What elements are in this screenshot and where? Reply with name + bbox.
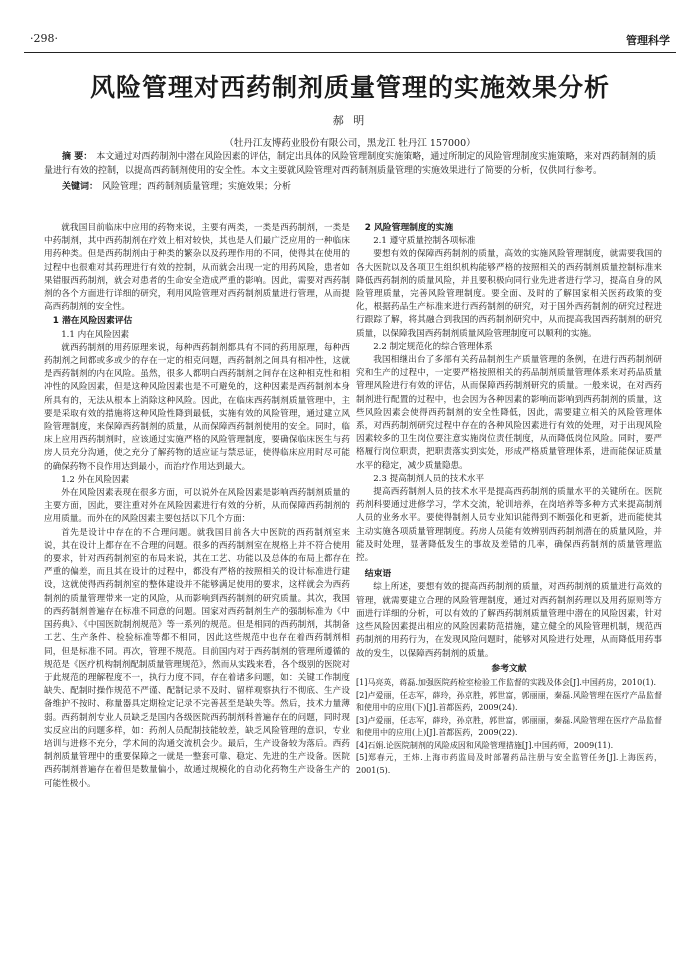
conclusion-heading: 结束语	[364, 569, 392, 580]
running-header	[24, 26, 676, 53]
article-title: 风险管理对西药制剂质量管理的实施效果分析	[89, 73, 610, 102]
references-heading: 参考文献	[491, 663, 527, 674]
keywords-text: 风险管理；西药制剂质量管理；实施效果；分析	[102, 182, 292, 192]
page-number: ·298·	[30, 32, 58, 45]
paragraph-2-2: 我国相继出台了多部有关药品制剂生产质量管理的条例，在进行西药制剂研究和生产的过程中，一定要严格按照相关的药品制剂质量管理体系来对药品质量管理风险进行有效的评估，从而保障西药制剂研究的质量。一般来说，在对西药制剂进行配置的过程中，也会因为各种因素的影响而影响到西药制剂的质量，这些风险因素会使得西药制剂的安全性降低，因此，需要建立相关的风险管理体系，对西药制剂研究过程中存在的各种风险因素进行有效的处理，对于出现风险因素较多的卫生岗位要注意实施岗位责任制度，从而降低岗位风险。同时，要严格履行岗位职责，把职责落实到实处，形成严格质量管理体系，进而能保证质量水平的稳定，减少质量隐患。	[356, 355, 662, 471]
abstract-text: 本文通过对西药制剂中潜在风险因素的评估，制定出具体的风险管理制度实施策略，通过所制定的风险管理制度实施策略，来对西药制剂的质量进行有效的控制，以提高西药制剂使用的安全性。本文主要就风险管理对西药制剂质量管理的实施效果进行了简要的分析，仅供同行参考。	[44, 152, 656, 176]
title-block	[0, 72, 700, 149]
reference-item: [1]马亮英，蒋磊.加强医院药检室检验工作监督的实践及体会[J].中国药房，2010(1).	[356, 677, 657, 687]
subsection-heading-1-1: 1.1 内在风险因素	[61, 329, 130, 340]
intro-paragraph: 就我国目前临床中应用的药物来说，主要有两类，一类是西药制剂，一类是中药制剂，其中西药制剂在疗效上相对较快，其也是人们最广泛应用的一种临床用药种类。但是西药制剂由于种类的繁杂以及药理作用的不同，使得其在使用的过程中也很难对其药理进行有效的控制，从而就会出现一定的用药风险，患者如果错服西药制剂，就会对患者的生命安全造成严重的影响。因此，需要对西药制剂的各个方面进行详细的研究，利用风险管理对西药制剂质量进行管理，从而提高西药制剂的安全性。	[44, 223, 350, 313]
section-heading-2: 2 风险管理制度的实施	[364, 223, 454, 233]
reference-item: [4]石娟.论医院制剂的风险成因和风险管理措施[J].中国药师，2009(11).	[356, 740, 614, 750]
right-column	[356, 222, 662, 957]
paragraph-1-2a: 外在风险因素表现在很多方面，可以说外在风险因素是影响西药制剂质量的主要方面，因此，要注重对外在风险因素进行有效的分析，从而保障西药制剂的应用质量。而外在的风险因素主要包括以下几个方面：	[44, 488, 350, 525]
reference-list	[356, 677, 662, 778]
conclusion-paragraph: 综上所述，要想有效的提高西药制剂的质量，对西药制剂的质量进行高效的管理，就需要建立合理的风险管理制度，通过对西药制剂药理以及用药原则等方面进行详细的分析，可以有效的了解西药制剂质量管理中潜在的风险因素，针对这些风险因素提出相应的风险因素防范措施，建立健全的风险管理机制，规范西药制剂的用药行为，在发现风险问题时，能够对风险进行处理，从而降低用药事故的发生，以保障西药制剂的质量。	[356, 582, 662, 659]
paragraph-2-3: 提高西药制剂人员的技术水平是提高西药制剂的质量水平的关键所在。医院药剂科要通过进修学习，学术交流，轮训培养，在岗培养等多种方式来提高制剂人员的业务水平。要使得制剂人员专业知识能得到不断强化和更新，进而能使其主动实施各项质量管理制度。药房人员能有效辨别西药制剂潜在的质量风险，并能及时处理，显著降低发生的事故及差错的几率，确保西药制剂的质量管理监控。	[356, 487, 662, 564]
author-name: 郝 明	[332, 114, 368, 127]
subsection-heading-2-3: 2.3 提高制剂人员的技术水平	[373, 473, 485, 484]
section-name: 管理科学	[626, 34, 670, 47]
subsection-heading-1-2: 1.2 外在风险因素	[61, 474, 130, 485]
reference-item: [5]郑春元，王炜.上海市药监局及时部署药品注册与安全监管任务[J].上海医药，2001(5).	[356, 753, 662, 776]
subsection-heading-2-1: 2.1 遵守质量控制各项标准	[373, 236, 476, 247]
author-affiliation: （牡丹江友博药业股份有限公司，黑龙江 牡丹江 157000）	[224, 138, 476, 149]
subsection-heading-2-2: 2.2 制定规范化的综合管理体系	[373, 341, 493, 352]
paragraph-1-2b: 首先是设计中存在的不合理问题。就我国目前各大中医院的西药制剂室来说，其在设计上都存在不合理的问题。很多的西药制剂室在规格上并不符合使用的要求，针对西药制剂室的布局来说，其在工艺、功能以及总体的布局上都存在严重的偏差，而且其在设计的过程中，都没有严格的按照相关的设计标准进行建设，这就使得西药制剂室的整体建设并不能够满足使用的要求，这样就会为西药制剂的质量管理带来一定的风险，从而影响到西药制剂的研究质量。其次，我国的西药制剂普遍存在标准不同意的问题。国家对西药制剂生产的强制标准为《中国药典》、《中国医院制剂规范》等一系列的规范。但是相同的西药制剂，其制备工艺、生产条件、检验标准等都不相同，因此这些规范中也存在着西药制剂相同，但是标准不同。再次，管理不规范。目前国内对于西药制剂的管理所遵循的规范是《医疗机构制剂配制质量管理规范》，然而从实践来看，各个级别的医院对于此规范的理解程度不一，执行力度不同，存在着诸多问题，如：关键工作制度缺失、配制时操作规范不严谨、配制记录不及时、留样观察执行不彻底、生产设备维护不按时、称量器具定期检定记录不完善甚至是缺失等。然后，技术力量薄弱。西药制剂专业人员缺乏是国内各级医院西药制剂科普遍存在的问题，同时现实反应出的问题多样，如：药剂人员配制技能较差，缺乏风险管理的意识，专业培训与进修不充分，学术间的沟通交流机会少。最后，生产设备较为落后。西药制剂质量管理中的重要保障之一就是一整套可靠、稳定、先进的生产设备。医院西药制剂普遍存在着但是数量偏小，故通过规模化的自动化药物生产设备生产的可能性极小。	[44, 527, 350, 789]
keywords-label: 关键词：	[62, 182, 99, 192]
reference-item: [3]卢爱丽，任志军，薛玲，孙京胜，郭世富，郭丽丽，秦磊.风险管理在医疗产品监督和使用中的应用(上)[J].首都医药，2009(22).	[356, 715, 662, 738]
abstract	[44, 150, 656, 178]
paragraph-1-1: 就西药制剂的用药原理来说，每种西药制剂都具有不同的药用原理，每种西药制剂之间都或多或少的存在一定的相克问题，西药制剂之间具有相冲性，这就是西药制剂的内在风险。虽然，很多人都明白西药制剂之间存在这种相克性和相冲性的风险因素，但是这种风险因素也是不可避免的，这种因素是西药制剂本身所具有的，无法从根本上消除这种风险。因此，在临床西药制剂质量管理中，主要是采取有效的措施将这种风险性降到最低，实施有效的风险管理，通过建立风险管理制度，来保障西药制剂的质量，从而保障西药制剂使用的安全。同时，临床上应用西药制剂时，应该通过实施严格的风险管理制度，要确保临床医生与药房人员充分沟通，使之充分了解药物的适应证与禁忌证，使得临床应用时尽可能的确保药物不良作用达到最小，而治疗作用达到最大。	[44, 342, 350, 472]
reference-item: [2]卢爱丽，任志军，薛玲，孙京胜，郭世富，郭丽丽，秦磊.风险管理在医疗产品监督和使用中的应用(下)[J].首都医药，2009(24).	[356, 690, 662, 713]
paragraph-2-1: 要想有效的保障西药制剂的质量，高效的实施风险管理制度，就需要我国的各大医院以及各项卫生组织机构能够严格的按照相关的西药制剂质量控制标准来降低西药制剂的质量风险，并且要积极向同行业先进者进行学习，提高自身的风险管理质量，完善风险管理制度。要全面、及时的了解国家相关医药政策的变化，根据药品生产标准来进行西药制剂的研究，对于国外西药制剂的研究过程进行跟踪了解，将其融合到我国的西药制剂研究中，从而提高我国西药制剂的研究质量，以保障我国西药制剂质量风险管理制度可以顺利的实施。	[356, 249, 662, 339]
abstract-label: 摘 要：	[62, 152, 93, 162]
left-column	[44, 222, 350, 957]
section-heading-1: 1 潜在风险因素评估	[52, 316, 133, 327]
keywords	[44, 180, 656, 194]
abstract-block	[44, 150, 656, 194]
